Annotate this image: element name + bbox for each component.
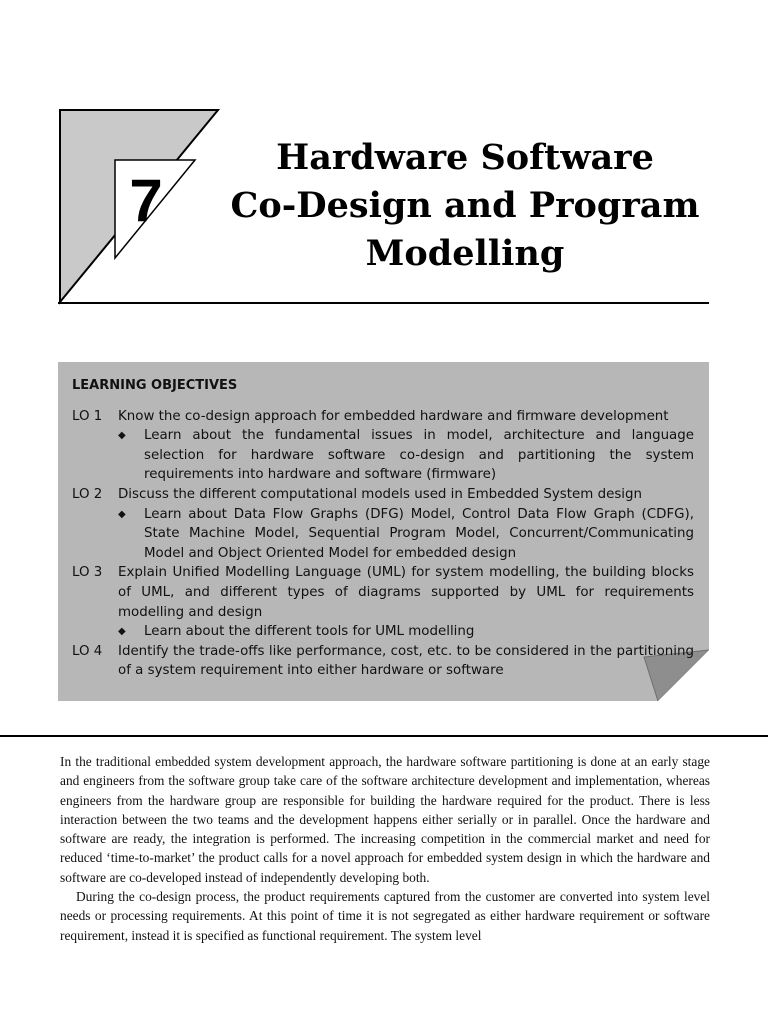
- lo-item: [72, 642, 694, 681]
- chapter-title: [212, 134, 718, 278]
- lo-code: LO 1: [72, 408, 103, 424]
- diamond-bullet-icon: ◆: [118, 430, 126, 442]
- lo-sub-item: [118, 505, 694, 564]
- objectives-heading: LEARNING OBJECTIVES: [72, 378, 238, 393]
- lo-code: LO 2: [72, 486, 103, 502]
- diamond-bullet-icon: ◆: [118, 626, 126, 638]
- learning-objectives-box: [58, 362, 709, 701]
- lo-text: Identify the trade-offs like performance, cost, etc. to be considered in the partitioning of a system requirement into either hardware or software: [118, 643, 694, 679]
- body-paragraph: During the co-design process, the product requirements captured from the customer are converted into system level needs or processing requirements. At this point of time it is not segregated as either hardware requirement or software requirement, instead it is specified as functional requirement. The system level: [60, 889, 710, 943]
- lo-text: Know the co-design approach for embedded hardware and firmware development: [118, 408, 669, 424]
- lo-text: Discuss the different computational models used in Embedded System design: [118, 486, 642, 502]
- chapter-title-line-1: Hardware Software: [276, 137, 654, 178]
- section-divider: [0, 735, 768, 737]
- body-text: [60, 752, 710, 945]
- lo-code: LO 3: [72, 565, 103, 581]
- lo-sub-text: Learn about Data Flow Graphs (DFG) Model, Control Data Flow Graph (CDFG), State Machine Model, Sequential Program Model, Concurrent/Communicating Model and Object Oriented Model for embedded design: [144, 506, 694, 561]
- lo-sub-text: Learn about the different tools for UML modelling: [144, 624, 475, 640]
- body-paragraph: In the traditional embedded system development approach, the hardware software partitioning is done at an early stage and engineers from the software group take care of the software architecture development and implementation, whereas engineers from the hardware group are responsible for building the hardware required for the product. There is less interaction between the two teams and the development happens either serially or in parallel. Once the hardware and software are ready, the integration is performed. The increasing competition in the commercial market and need for reduced ‘time-to-market’ the product calls for a novel approach for embedded system design in which the hardware and software are co-developed instead of independently developing both.: [60, 754, 710, 885]
- lo-item: [72, 563, 694, 622]
- lo-item: [72, 485, 694, 505]
- lo-code: LO 4: [72, 643, 103, 659]
- diamond-bullet-icon: ◆: [118, 508, 126, 520]
- lo-sub-item: [118, 426, 694, 485]
- lo-item: [72, 407, 694, 427]
- lo-sub-item: [118, 622, 694, 642]
- chapter-title-line-3: Modelling: [365, 233, 565, 274]
- lo-text: Explain Unified Modelling Language (UML) for system modelling, the building blocks of UML, and different types of diagrams supported by UML for requirements modelling and design: [118, 565, 694, 620]
- header-rule: [58, 302, 709, 304]
- chapter-number: 7: [129, 167, 163, 234]
- chapter-title-line-2: Co-Design and Program: [230, 185, 700, 226]
- objectives-content: [72, 376, 694, 681]
- lo-sub-text: Learn about the fundamental issues in model, architecture and language selection for hardware software co-design and partitioning the system requirements into hardware and software (firmware): [144, 428, 694, 483]
